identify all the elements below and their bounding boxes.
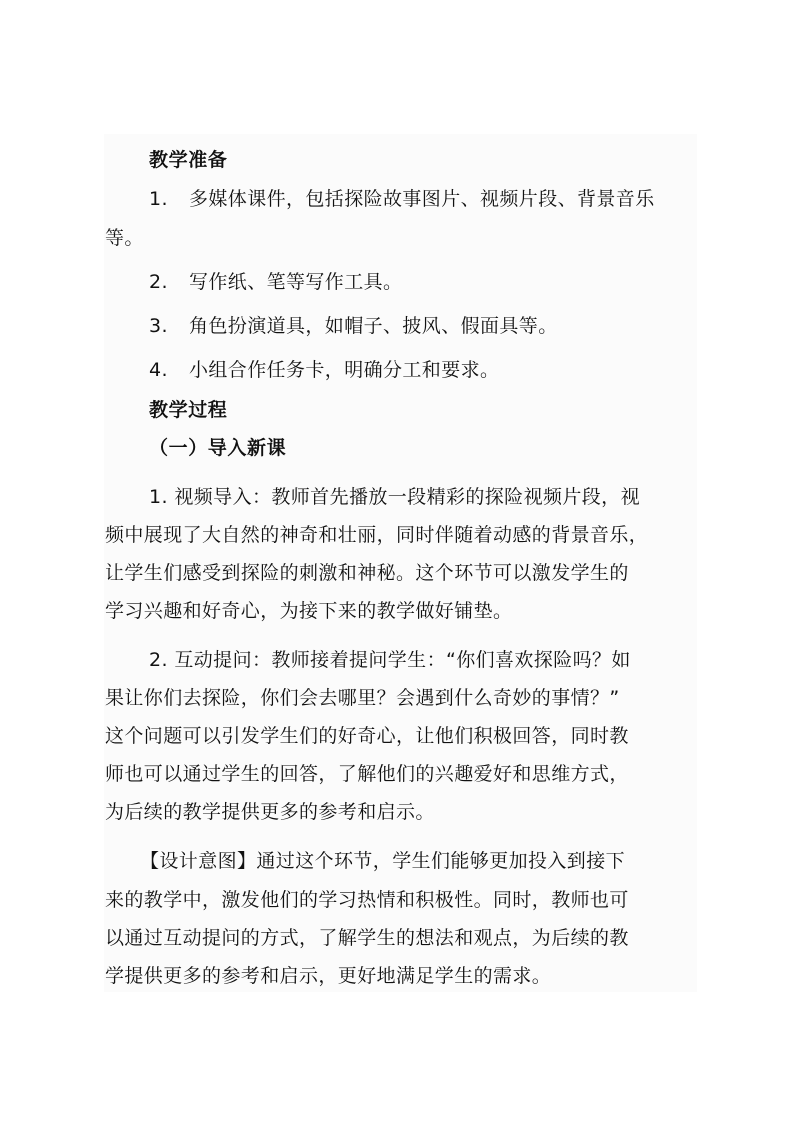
para1-line-2: 频中展现了大自然的神奇和壮丽，同时伴随着动感的背景音乐， (105, 524, 649, 546)
prep-item-1 (149, 187, 655, 211)
para2-line-5: 为后续的教学提供更多的参考和启示。 (105, 801, 435, 823)
para3-line-3: 以通过互动提问的方式，了解学生的想法和观点，为后续的教 (105, 927, 629, 949)
prep-item-2-text: 写作纸、笔等写作工具。 (189, 271, 403, 293)
para2-line-1: 2. 互动提问：教师接着提问学生：“你们喜欢探险吗？如 (149, 649, 631, 671)
prep-item-1-number: 1. (149, 188, 168, 210)
heading-teaching-process: 教学过程 (149, 399, 228, 421)
prep-item-3 (149, 314, 558, 338)
prep-item-1-text: 多媒体课件，包括探险故事图片、视频片段、背景音乐 (189, 188, 655, 210)
prep-item-2-number: 2. (149, 271, 168, 293)
prep-item-4-number: 4. (149, 359, 168, 381)
prep-item-3-number: 3. (149, 315, 168, 337)
para3-line-1: 【设计意图】通过这个环节，学生们能够更加投入到接下 (140, 850, 626, 872)
para2-line-4: 师也可以通过学生的回答，了解他们的兴趣爱好和思维方式， (105, 763, 629, 785)
para1-line-3: 让学生们感受到探险的刺激和神秘。这个环节可以激发学生的 (105, 562, 629, 584)
prep-item-4-text: 小组合作任务卡，明确分工和要求。 (189, 359, 500, 381)
para2-line-2: 果让你们去探险，你们会去哪里？会遇到什么奇妙的事情？” (105, 687, 620, 709)
heading-teaching-preparation: 教学准备 (149, 149, 228, 171)
para3-line-2: 来的教学中，激发他们的学习热情和积极性。同时，教师也可 (105, 889, 629, 911)
para2-line-3: 这个问题可以引发学生们的好奇心，让他们积极回答，同时教 (105, 725, 629, 747)
prep-item-2 (149, 270, 402, 294)
prep-item-4 (149, 358, 499, 382)
subheading-introduction: （一）导入新课 (149, 437, 287, 459)
prep-item-3-text: 角色扮演道具，如帽子、披风、假面具等。 (189, 315, 558, 337)
prep-item-1-continuation: 等。 (105, 227, 144, 249)
para1-line-1: 1. 视频导入：教师首先播放一段精彩的探险视频片段，视 (149, 486, 640, 508)
para3-line-4: 学提供更多的参考和启示，更好地满足学生的需求。 (105, 965, 552, 987)
para1-line-4: 学习兴趣和好奇心，为接下来的教学做好铺垫。 (105, 600, 513, 622)
